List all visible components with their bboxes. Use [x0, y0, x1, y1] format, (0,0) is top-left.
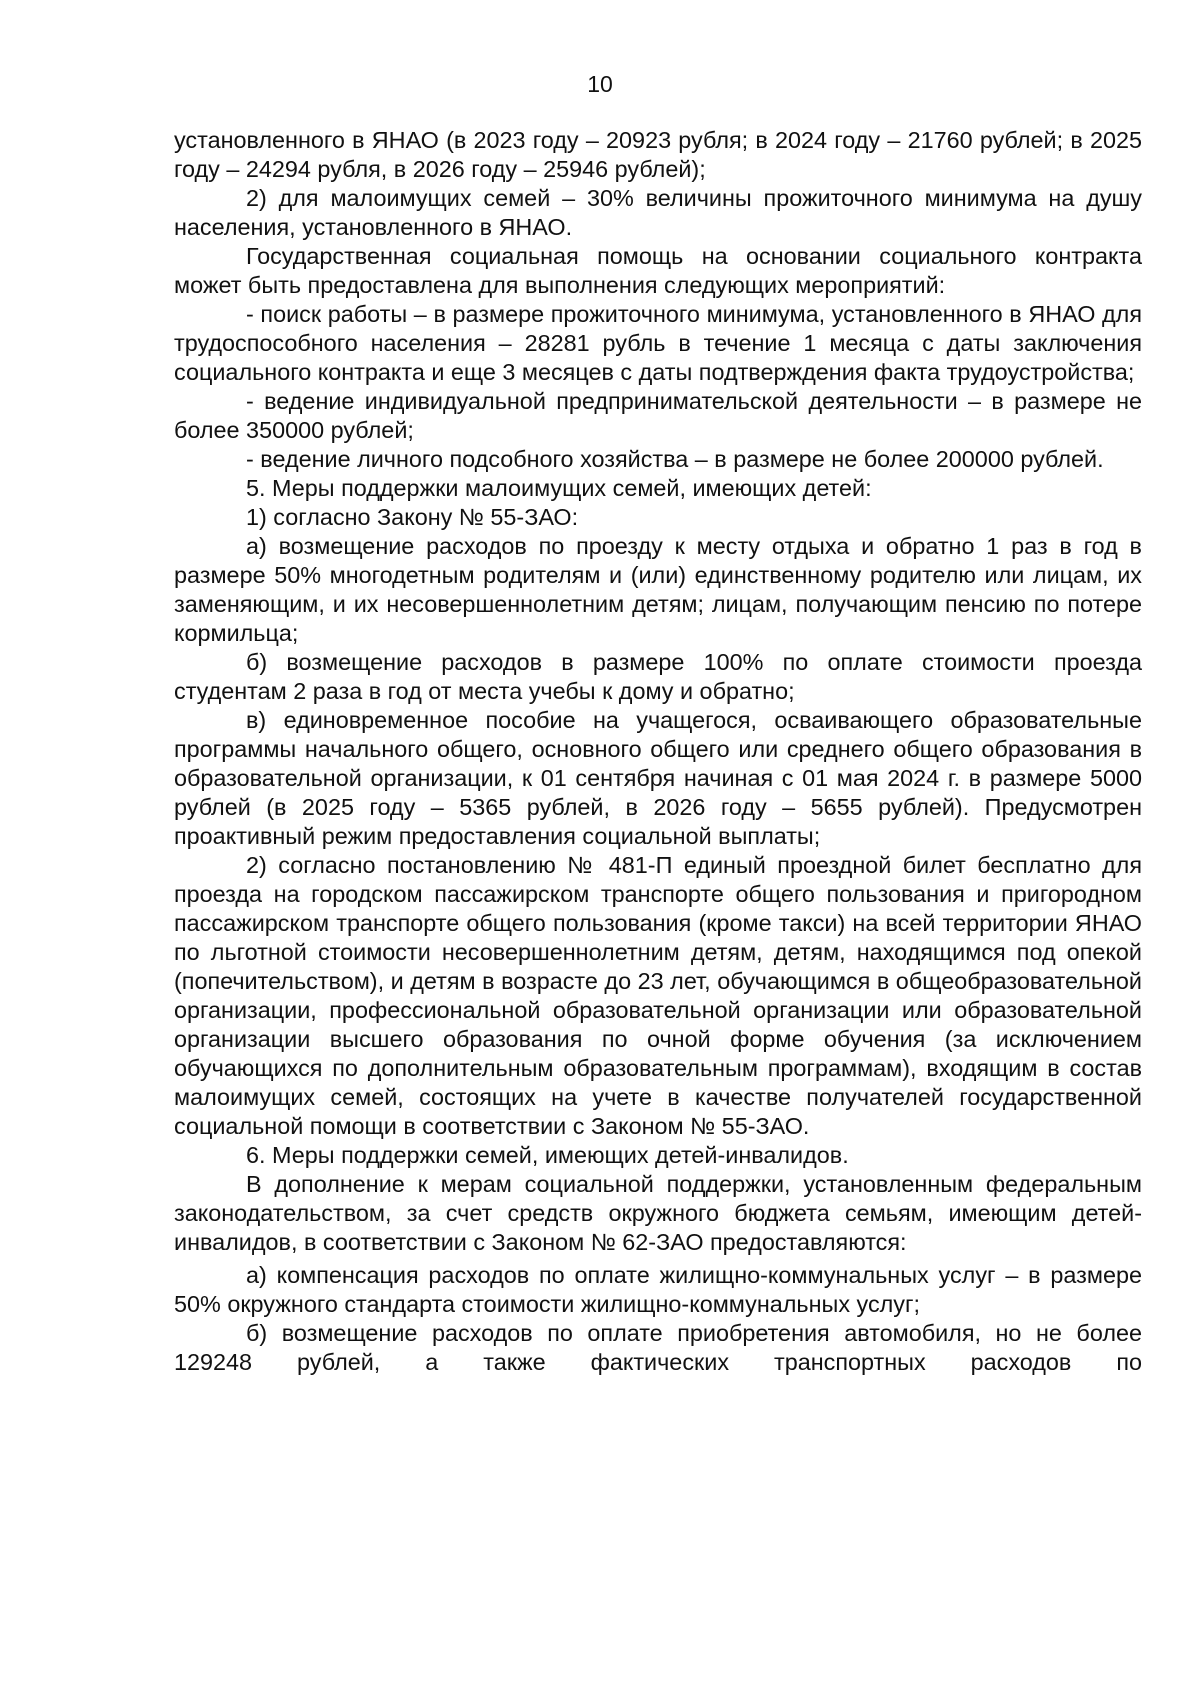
paragraph-1: установленного в ЯНАО (в 2023 году – 20923 рубля; в 2024 году – 21760 рублей; в 2025 году – 24294 рубля, в 2026 году – 25946 рублей); [174, 127, 1142, 182]
paragraph-14: В дополнение к мерам социальной поддержки, установленным федеральным законодательством, за счет средств окружного бюджета семьям, имеющим детей-инвалидов, в соответствии с Законом № 62-ЗАО предоставляются: [174, 1171, 1142, 1255]
paragraph-9: а) возмещение расходов по проезду к месту отдыха и обратно 1 раз в год в размере 50% многодетным родителям и (или) единственному родителю или лицам, их заменяющим, и их несовершеннолетним детям; лицам, получающим пенсию по потере кормильца; [174, 533, 1142, 646]
paragraph-15: а) компенсация расходов по оплате жилищно-коммунальных услуг – в размере 50% окружного стандарта стоимости жилищно-коммунальных услуг; [174, 1262, 1142, 1317]
page-number: 10 [587, 71, 613, 97]
paragraph-13: 6. Меры поддержки семей, имеющих детей-инвалидов. [246, 1142, 849, 1168]
paragraph-16: б) возмещение расходов по оплате приобретения автомобиля, но не более 129248 рублей, а также фактических транспортных расходов по [174, 1320, 1142, 1375]
paragraph-6: - ведение личного подсобного хозяйства – в размере не более 200000 рублей. [246, 446, 1104, 472]
document-body [174, 126, 1142, 1377]
paragraph-2: 2) для малоимущих семей – 30% величины прожиточного минимума на душу населения, установленного в ЯНАО. [174, 185, 1142, 240]
paragraph-8: 1) согласно Закону № 55-ЗАО: [246, 504, 579, 530]
paragraph-12: 2) согласно постановлению № 481-П единый проездной билет бесплатно для проезда на городском пассажирском транспорте общего пользования и пригородном пассажирском транспорте общего пользования (кроме такси) на всей территории ЯНАО по льготной стоимости несовершеннолетним детям, детям, находящимся под опекой (попечительством), и детям в возрасте до 23 лет, обучающимся в общеобразовательной организации, профессиональной образовательной организации или образовательной организации высшего образования по очной форме обучения (за исключением обучающихся по дополнительным образовательным программам), входящим в состав малоимущих семей, состоящих на учете в качестве получателей государственной социальной помощи в соответствии с Законом № 55-ЗАО. [174, 852, 1142, 1139]
paragraph-3: Государственная социальная помощь на основании социального контракта может быть предоставлена для выполнения следующих мероприятий: [174, 243, 1142, 298]
paragraph-4: - поиск работы – в размере прожиточного минимума, установленного в ЯНАО для трудоспособного населения – 28281 рубль в течение 1 месяца с даты заключения социального контракта и еще 3 месяцев с даты подтверждения факта трудоустройства; [174, 301, 1142, 385]
paragraph-5: - ведение индивидуальной предпринимательской деятельности – в размере не более 350000 рублей; [174, 388, 1142, 443]
paragraph-10: б) возмещение расходов в размере 100% по оплате стоимости проезда студентам 2 раза в год от места учебы к дому и обратно; [174, 649, 1142, 704]
paragraph-7: 5. Меры поддержки малоимущих семей, имеющих детей: [246, 475, 872, 501]
paragraph-11: в) единовременное пособие на учащегося, осваивающего образовательные программы начального общего, основного общего или среднего общего образования в образовательной организации, к 01 сентября начиная с 01 мая 2024 г. в размере 5000 рублей (в 2025 году – 5365 рублей, в 2026 году – 5655 рублей). Предусмотрен проактивный режим предоставления социальной выплаты; [174, 707, 1142, 849]
